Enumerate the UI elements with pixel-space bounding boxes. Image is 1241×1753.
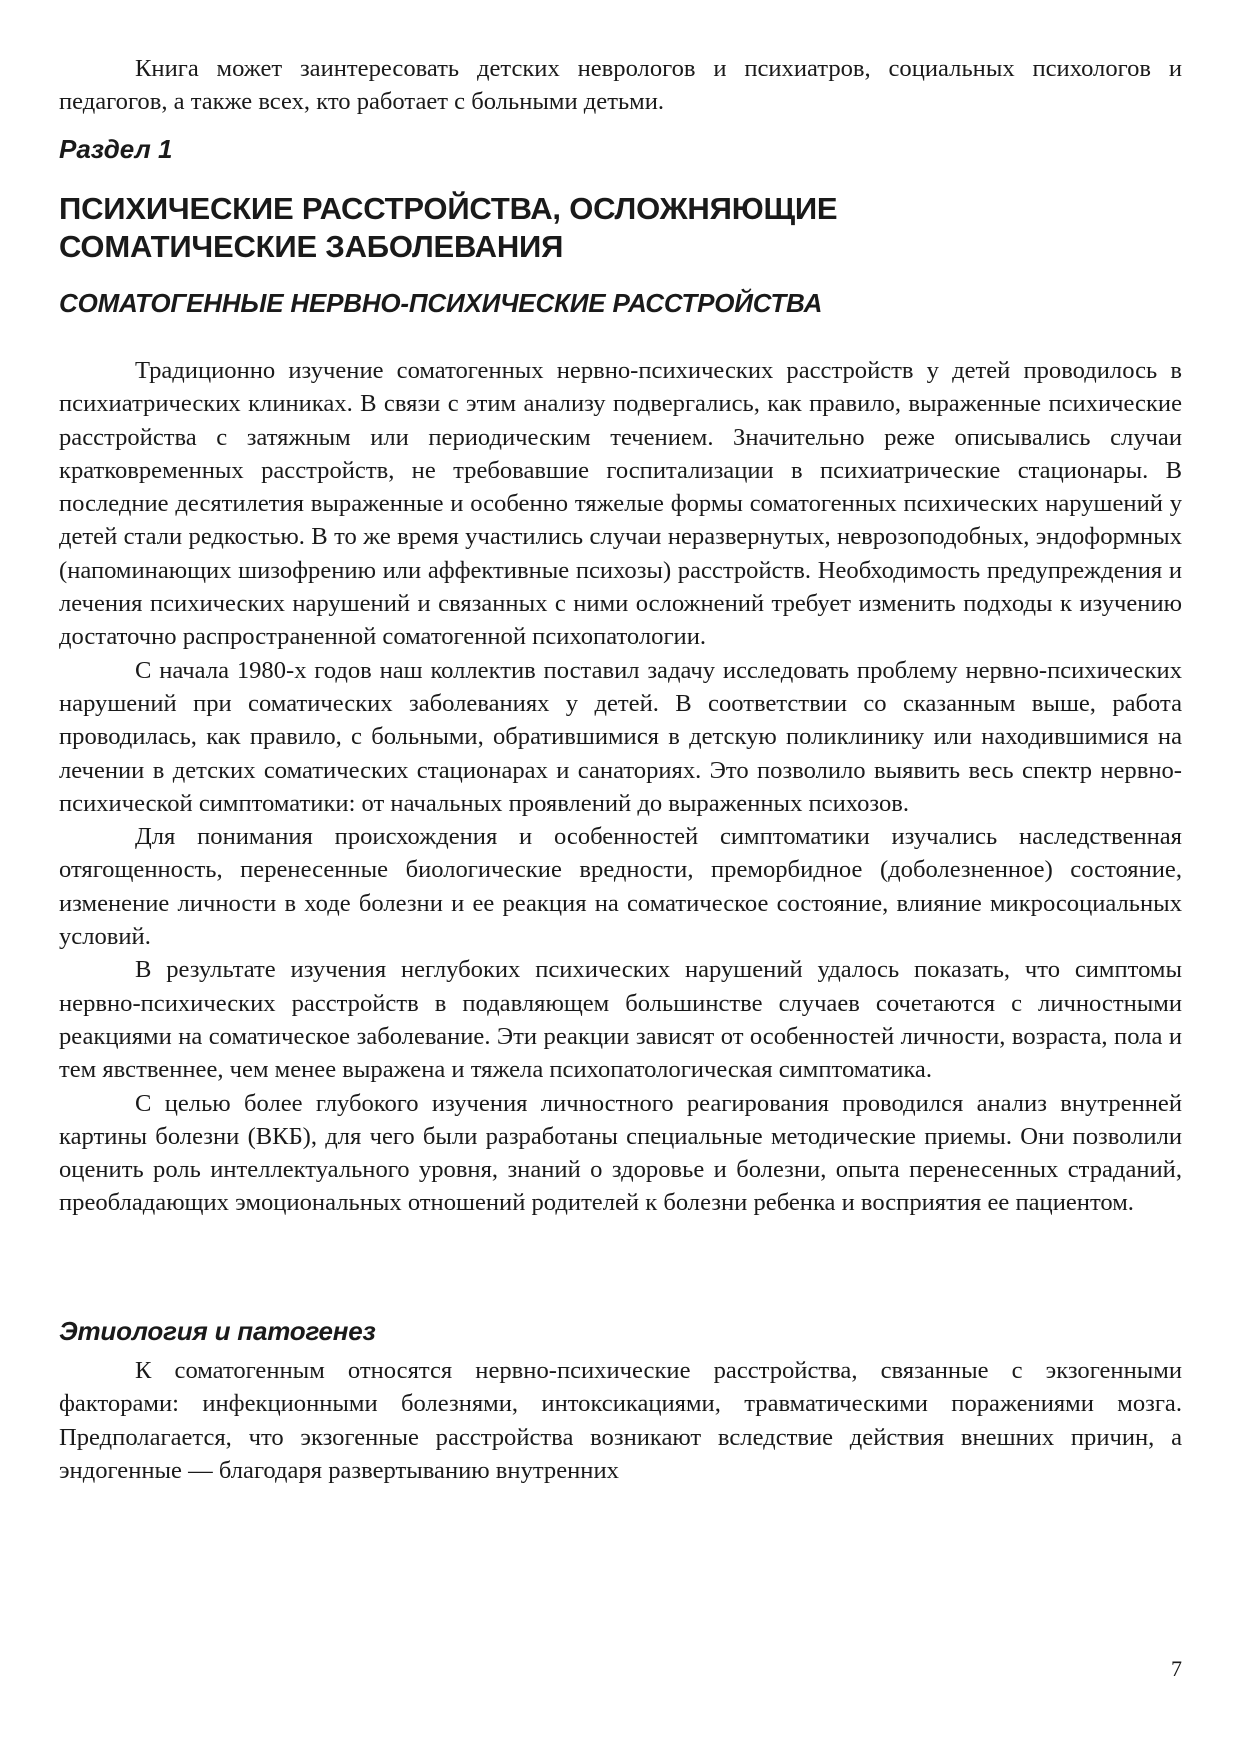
page-number: 7: [1171, 1656, 1182, 1681]
main-title-line-2: СОМАТИЧЕСКИЕ ЗАБОЛЕВАНИЯ: [59, 229, 564, 264]
paragraph-4: В результате изучения неглубоких психических нарушений удалось показать, что симптомы нервно-психических расстройств в подавляющем большинстве случаев сочетаются с личностными реакциями на соматическое заболевание. Эти реакции зависят от особенностей личности, возраста, пола и тем явственнее, чем менее выражена и тяжела психопатологическая симптоматика.: [59, 956, 1182, 1084]
intro-paragraph: Книга может заинтересовать детских неврологов и психиатров, социальных психологов и педагогов, а также всех, кто работает с больными детьми.: [59, 55, 1182, 116]
paragraph-1: Традиционно изучение соматогенных нервно-психических расстройств у детей проводилось в психиатрических клиниках. В связи с этим анализу подвергались, как правило, выраженные психические расстройства с затяжным или периодическим течением. Значительно реже описывались случаи кратковременных расстройств, не требовавшие госпитализации в психиатрические стационары. В последние десятилетия выраженные и особенно тяжелые формы соматогенных психических нарушений у детей стали редкостью. В то же время участились случаи неразвернутых, неврозоподобных, эндоформных (напоминающих шизофрению или аффективные психозы) расстройств. Необходимость предупреждения и лечения психических нарушений и связанных с ними осложнений требует изменить подходы к изучению достаточно распространенной соматогенной психопатологии.: [59, 357, 1182, 651]
paragraph-2: С начала 1980-х годов наш коллектив поставил задачу исследовать проблему нервно-психических нарушений при соматических заболеваниях у детей. В соответствии со сказанным выше, работа проводилась, как правило, с больными, обратившимися в детскую поликлинику или находившимися на лечении в детских соматических стационарах и санаториях. Это позволило выявить весь спектр нервно-психической симптоматики: от начальных проявлений до выраженных психозов.: [59, 656, 1182, 817]
body-paragraphs: [59, 354, 1182, 1220]
paragraph-5: С целью более глубокого изучения личностного реагирования проводился анализ внутренней картины болезни (ВКБ), для чего были разработаны специальные методические приемы. Они позволили оценить роль интеллектуального уровня, знаний о здоровье и болезни, опыта перенесенных страданий, преобладающих эмоциональных отношений родителей к болезни ребенка и восприятия ее пациентом.: [59, 1089, 1182, 1217]
subtitle: СОМАТОГЕННЫЕ НЕРВНО-ПСИХИЧЕСКИЕ РАССТРОЙСТВА: [59, 288, 823, 318]
main-title-line-1: ПСИХИЧЕСКИЕ РАССТРОЙСТВА, ОСЛОЖНЯЮЩИЕ: [59, 191, 838, 226]
paragraph-3: Для понимания происхождения и особенностей симптоматики изучались наследственная отягощенность, перенесенные биологические вредности, преморбидное (доболезненное) состояние, изменение личности в ходе болезни и ее реакция на соматическое состояние, влияние микросоциальных условий.: [59, 823, 1182, 951]
section2-paragraph: К соматогенным относятся нервно-психические расстройства, связанные с экзогенными факторами: инфекционными болезнями, интоксикациями, травматическими поражениями мозга. Предполагается, что экзогенные расстройства возникают вследствие действия внешних причин, а эндогенные — благодаря развертыванию внутренних: [59, 1357, 1182, 1484]
section2-title: Этиология и патогенез: [59, 1316, 376, 1346]
section-label: Раздел 1: [59, 134, 173, 164]
